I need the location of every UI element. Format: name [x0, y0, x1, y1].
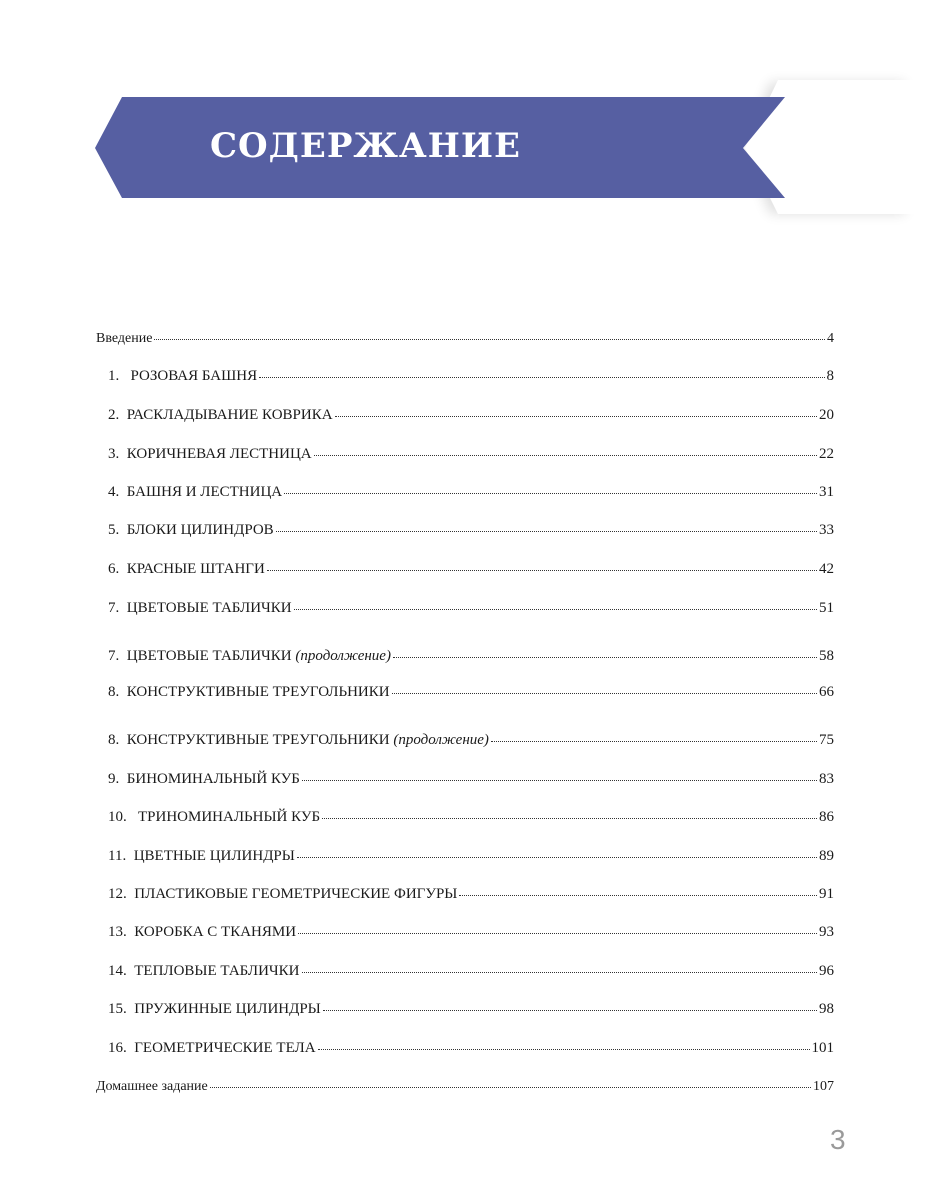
- toc-entry-label: [134, 961, 299, 981]
- toc-entry-suffix: (продолжение): [295, 648, 391, 664]
- toc-entry[interactable]: [96, 806, 834, 826]
- toc-entry-title: ПЛАСТИКОВЫЕ ГЕОМЕТРИЧЕСКИЕ ФИГУРЫ: [134, 886, 458, 902]
- toc-entry-page: 42: [819, 561, 834, 577]
- toc-entry-page: 96: [819, 963, 834, 979]
- toc-entry-label: [127, 730, 489, 750]
- toc-entry-title: Домашнее задание: [96, 1079, 208, 1094]
- toc-entry-number: 4.: [108, 484, 127, 500]
- toc-leader-dots: [314, 441, 817, 456]
- toc-entry-page: 4: [827, 331, 834, 346]
- toc-entry-title: ПРУЖИННЫЕ ЦИЛИНДРЫ: [134, 1001, 321, 1017]
- toc-entry[interactable]: [96, 883, 834, 903]
- toc-entry-number: 12.: [108, 886, 135, 902]
- toc-leader-dots: [393, 643, 817, 658]
- toc-entry-number: 6.: [108, 561, 127, 577]
- toc-leader-dots: [276, 517, 817, 532]
- toc-leader-dots: [323, 996, 817, 1011]
- page-number: 3: [830, 1124, 846, 1155]
- toc-entry-page: 107: [813, 1079, 834, 1094]
- toc-entry-page: 89: [819, 848, 834, 864]
- toc-entry-number: 3.: [108, 446, 127, 462]
- toc-entry[interactable]: [96, 681, 834, 701]
- toc-entry[interactable]: [96, 768, 834, 788]
- toc-entry-title: ТРИНОМИНАЛЬНЫЙ КУБ: [138, 809, 321, 825]
- toc-entry-page: 66: [819, 684, 834, 700]
- toc-entry-title: КОРИЧНЕВАЯ ЛЕСТНИЦА: [126, 446, 312, 462]
- toc-entry-label: [96, 1077, 208, 1097]
- toc-entry-number: 7.: [108, 648, 127, 664]
- toc-entry-title: ТЕПЛОВЫЕ ТАБЛИЧКИ: [134, 963, 300, 979]
- toc-entry[interactable]: [96, 1075, 834, 1095]
- toc-entry-number: 14.: [108, 963, 135, 979]
- toc-entry-number: 16.: [108, 1040, 135, 1056]
- toc-leader-dots: [154, 325, 825, 340]
- toc-entry-title: БИНОМИНАЛЬНЫЙ КУБ: [126, 771, 300, 787]
- toc-leader-dots: [302, 766, 817, 781]
- toc-entry-label: [134, 1038, 315, 1058]
- toc-leader-dots: [459, 881, 817, 896]
- toc-entry-title: БАШНЯ И ЛЕСТНИЦА: [126, 484, 283, 500]
- toc-entry-page: 101: [811, 1040, 834, 1056]
- toc-entry-page: 83: [819, 771, 834, 787]
- toc-entry-number: 8.: [108, 732, 127, 748]
- toc-entry-number: 9.: [108, 771, 127, 787]
- toc-entry[interactable]: [96, 365, 834, 385]
- toc-entry-label: [127, 646, 391, 666]
- toc-entry[interactable]: [96, 921, 834, 941]
- toc-entry[interactable]: [96, 404, 834, 424]
- toc-entry-page: 22: [819, 446, 834, 462]
- toc-entry[interactable]: [96, 519, 834, 539]
- toc-entry-label: [131, 366, 258, 386]
- toc-entry-label: [127, 559, 265, 579]
- toc-leader-dots: [302, 958, 818, 973]
- toc-entry-page: 20: [819, 407, 834, 423]
- toc-leader-dots: [259, 363, 824, 378]
- toc-entry-label: [127, 520, 274, 540]
- toc-entry-label: [134, 922, 296, 942]
- toc-entry-number: 5.: [108, 522, 127, 538]
- toc-entry-page: 31: [819, 484, 834, 500]
- toc-entry-label: [134, 846, 295, 866]
- toc-entry-label: [127, 482, 282, 502]
- toc-entry[interactable]: [96, 327, 834, 347]
- toc-entry-number: 2.: [108, 407, 127, 423]
- toc-entry-page: 93: [819, 924, 834, 940]
- toc-entry-label: [127, 598, 292, 618]
- toc-leader-dots: [297, 843, 817, 858]
- toc-leader-dots: [322, 804, 817, 819]
- toc-entry-title: ЦВЕТОВЫЕ ТАБЛИЧКИ: [126, 600, 292, 616]
- toc-entry-page: 51: [819, 600, 834, 616]
- toc-leader-dots: [284, 479, 817, 494]
- toc-entry[interactable]: [96, 845, 834, 865]
- toc-entry[interactable]: [96, 960, 834, 980]
- toc-entry[interactable]: [96, 998, 834, 1018]
- toc-entry[interactable]: [96, 645, 834, 665]
- toc-entry-label: [127, 682, 390, 702]
- toc-entry-title: КРАСНЫЕ ШТАНГИ: [126, 561, 265, 577]
- toc-entry-number: 13.: [108, 924, 135, 940]
- toc-entry-page: 8: [826, 368, 834, 384]
- toc-entry[interactable]: [96, 443, 834, 463]
- toc-leader-dots: [294, 595, 817, 610]
- toc-entry[interactable]: [96, 1037, 834, 1057]
- toc-entry-title: КОНСТРУКТИВНЫЕ ТРЕУГОЛЬНИКИ: [126, 732, 394, 748]
- toc-leader-dots: [318, 1035, 810, 1050]
- toc-entry-label: [127, 444, 312, 464]
- toc-entry-title: РОЗОВАЯ БАШНЯ: [130, 368, 258, 384]
- toc-entry-page: 58: [819, 648, 834, 664]
- toc-leader-dots: [335, 402, 817, 417]
- toc-leader-dots: [210, 1073, 811, 1088]
- toc-entry-label: [134, 999, 321, 1019]
- toc-entry-title: ГЕОМЕТРИЧЕСКИЕ ТЕЛА: [134, 1040, 316, 1056]
- toc-entry-number: 8.: [108, 684, 127, 700]
- page-title: СОДЕРЖАНИЕ: [210, 126, 521, 166]
- toc-entry-title: КОНСТРУКТИВНЫЕ ТРЕУГОЛЬНИКИ: [126, 684, 390, 700]
- toc-entry-label: [127, 769, 300, 789]
- toc-entry-title: ЦВЕТОВЫЕ ТАБЛИЧКИ: [126, 648, 296, 664]
- toc-entry-page: 98: [819, 1001, 834, 1017]
- toc-entry-label: [138, 807, 320, 827]
- toc-entry-number: 10.: [108, 809, 138, 825]
- toc-entry-suffix: (продолжение): [393, 732, 489, 748]
- toc-entry-page: 33: [819, 522, 834, 538]
- toc-entry-number: 11.: [108, 848, 134, 864]
- toc-entry-number: 1.: [108, 368, 131, 384]
- toc-entry-page: 75: [819, 732, 834, 748]
- toc-entry-title: ЦВЕТНЫЕ ЦИЛИНДРЫ: [133, 848, 295, 864]
- toc-leader-dots: [392, 679, 817, 694]
- toc-entry-label: [134, 884, 457, 904]
- toc-entry-title: БЛОКИ ЦИЛИНДРОВ: [126, 522, 274, 538]
- toc-entry[interactable]: [96, 597, 834, 617]
- toc-entry-page: 91: [819, 886, 834, 902]
- toc-leader-dots: [267, 556, 817, 571]
- toc-leader-dots: [298, 919, 817, 934]
- header-banner: [0, 0, 927, 260]
- toc-entry[interactable]: [96, 558, 834, 578]
- toc-entry-page: 86: [819, 809, 834, 825]
- toc-entry-number: 15.: [108, 1001, 135, 1017]
- toc-entry-label: [127, 405, 333, 425]
- toc-entry-title: РАСКЛАДЫВАНИЕ КОВРИКА: [126, 407, 333, 423]
- toc-entry-number: 7.: [108, 600, 127, 616]
- toc-entry[interactable]: [96, 481, 834, 501]
- toc-leader-dots: [491, 727, 817, 742]
- toc-entry-title: Введение: [96, 331, 153, 346]
- toc-entry-label: [96, 329, 152, 349]
- toc-entry-title: КОРОБКА С ТКАНЯМИ: [134, 924, 297, 940]
- toc-entry[interactable]: [96, 729, 834, 749]
